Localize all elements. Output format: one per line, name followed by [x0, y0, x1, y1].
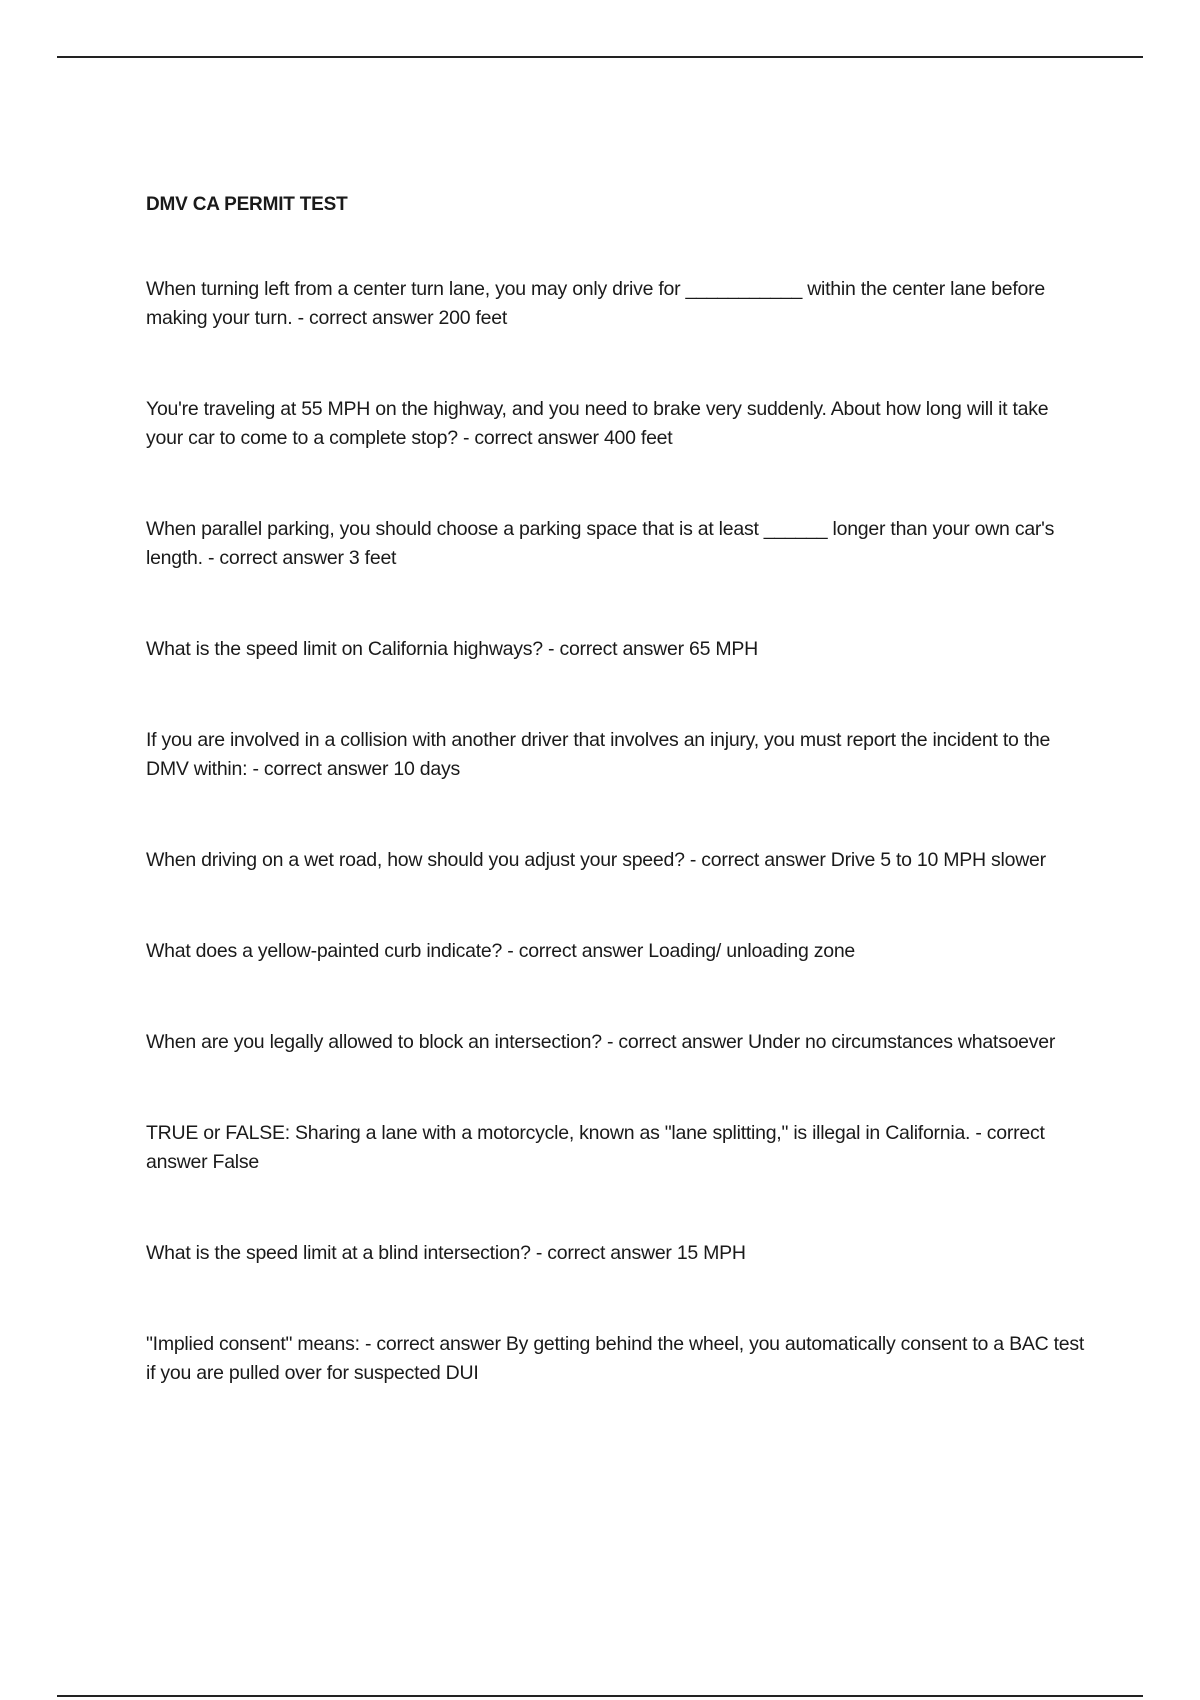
document-title: DMV CA PERMIT TEST — [146, 194, 348, 215]
question-item: What is the speed limit at a blind intersection? - correct answer 15 MPH — [146, 1242, 746, 1264]
question-item: When are you legally allowed to block an intersection? - correct answer Under no circumstances whatsoever — [146, 1031, 1056, 1053]
question-item: You're traveling at 55 MPH on the highway, and you need to brake very suddenly. About how long will it take your car to come to a complete stop? - correct answer 400 feet — [146, 398, 1049, 449]
question-item: If you are involved in a collision with another driver that involves an injury, you must report the incident to the DMV within: - correct answer 10 days — [146, 729, 1051, 780]
question-item: TRUE or FALSE: Sharing a lane with a motorcycle, known as "lane splitting," is illegal in California. - correct answer False — [146, 1122, 1045, 1173]
question-item: What is the speed limit on California highways? - correct answer 65 MPH — [146, 638, 758, 660]
question-list — [146, 275, 1086, 1388]
question-item: When parallel parking, you should choose a parking space that is at least ______ longer than your own car's length. - correct answer 3 feet — [146, 518, 1055, 569]
document-body — [146, 190, 1086, 1450]
header-rule — [57, 56, 1143, 58]
question-item: When turning left from a center turn lane, you may only drive for ___________ within the center lane before making your turn. - correct answer 200 feet — [146, 278, 1045, 329]
question-item: What does a yellow-painted curb indicate? - correct answer Loading/ unloading zone — [146, 940, 856, 962]
footer-rule — [57, 1695, 1143, 1697]
question-item: When driving on a wet road, how should you adjust your speed? - correct answer Drive 5 to 10 MPH slower — [146, 849, 1046, 871]
question-item: "Implied consent" means: - correct answer By getting behind the wheel, you automatically consent to a BAC test if you are pulled over for suspected DUI — [146, 1333, 1085, 1384]
